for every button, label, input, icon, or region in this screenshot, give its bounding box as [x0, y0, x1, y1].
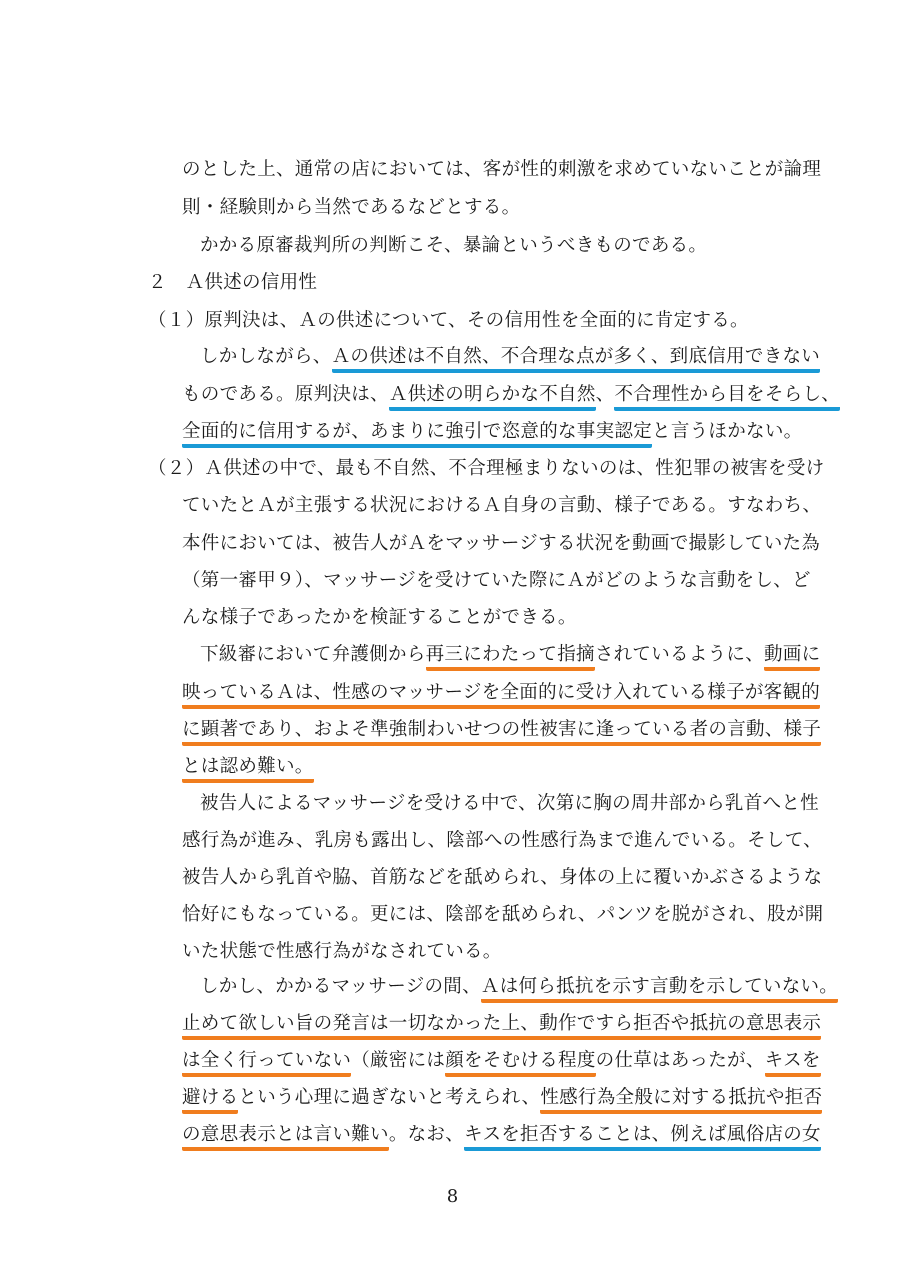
text-span: 。なお、 — [388, 1124, 465, 1145]
text-span: しかしながら、 — [200, 346, 332, 367]
text-span: 則・経験則から当然であるなどとする。 — [182, 197, 521, 218]
text-span: という心理に過ぎないと考えられ、 — [238, 1087, 541, 1108]
underlined-text-blue: キスを拒否することは、例えば風俗店の女 — [464, 1124, 821, 1151]
underlined-text-orange: 顔をそむける程度 — [445, 1050, 595, 1077]
underlined-text-orange: の意思表示とは言い難い — [182, 1124, 389, 1151]
text-line — [200, 792, 819, 816]
text-line — [182, 1049, 821, 1073]
text-span: （厳密には — [351, 1050, 446, 1071]
text-line — [182, 532, 820, 556]
text-span: 被告人から乳首や脇、首筋などを舐められ、身体の上に覆いかぶさるような — [182, 867, 823, 888]
text-span: 感行為が進み、乳房も露出し、陰部への性感行為まで進んでいる。そして、 — [182, 830, 822, 851]
underlined-text-orange: は全く行っていない — [182, 1050, 351, 1077]
page-number: 8 — [446, 1186, 459, 1207]
underlined-text-orange: 動画に — [764, 644, 820, 671]
text-span: ものである。原判決は、 — [182, 384, 389, 405]
text-span: 下級審において弁護側から — [200, 644, 426, 665]
text-span: （１）原判決は、Ａの供述について、その信用性を全面的に肯定する。 — [148, 310, 749, 331]
text-span: んな様子であったかを検証することができる。 — [182, 607, 577, 628]
text-span: と言うほかない。 — [652, 421, 803, 442]
underlined-text-orange: 再三にわたって指摘 — [426, 644, 595, 671]
text-line — [182, 903, 823, 927]
text-line — [182, 755, 314, 779]
text-line — [200, 234, 707, 258]
underlined-text-orange: とは認め難い。 — [182, 756, 314, 783]
text-span: の仕草はあったが、 — [595, 1050, 765, 1071]
text-line — [182, 1086, 822, 1110]
text-span: （第一審甲９）、マッサージを受けていた際にＡがどのような言動をし、ど — [182, 570, 811, 591]
text-span: 本件においては、被告人がＡをマッサージする状況を動画で撮影していた為 — [182, 533, 821, 554]
text-line — [200, 975, 838, 999]
text-span: 、 — [595, 384, 615, 405]
text-line — [200, 643, 820, 667]
text-line — [148, 457, 824, 481]
underlined-text-blue: 不合理性から目をそらし、 — [614, 384, 840, 411]
underlined-text-orange: 映っているＡは、性感のマッサージを全面的に受け入れている様子が客観的 — [182, 682, 820, 709]
underlined-text-blue: Ａの供述は不自然、不合理な点が多く、到底信用できない — [332, 346, 820, 373]
text-line — [182, 383, 840, 407]
text-line — [182, 1012, 821, 1036]
text-line — [182, 829, 822, 853]
underlined-text-orange: キスを — [765, 1050, 821, 1077]
text-line — [182, 866, 822, 890]
text-line — [182, 420, 802, 444]
text-line — [182, 494, 821, 518]
text-span: されているように、 — [594, 644, 765, 665]
underlined-text-blue: 全面的に信用するが、あまりに強引で恣意的な事実認定 — [182, 421, 652, 448]
text-line — [200, 345, 820, 369]
text-span: （２）Ａ供述の中で、最も不自然、不合理極まりないのは、性犯罪の被害を受け — [148, 458, 825, 479]
text-span: ２ Ａ供述の信用性 — [148, 272, 318, 293]
text-line — [182, 940, 502, 964]
section-heading — [148, 271, 317, 295]
text-span: 恰好にもなっている。更には、陰部を舐められ、パンツを脱がされ、股が開 — [182, 904, 824, 925]
text-span: しかし、かかるマッサージの間、 — [200, 976, 481, 997]
text-span: いた状態で性感行為がなされている。 — [182, 941, 502, 962]
text-span: ていたとＡが主張する状況におけるＡ自身の言動、様子である。すなわち、 — [182, 495, 822, 516]
underlined-text-orange: 性感行為全般に対する抵抗や拒否 — [540, 1087, 822, 1114]
text-span: 被告人によるマッサージを受ける中で、次第に胸の周井部から乳首へと性 — [200, 793, 819, 814]
text-line — [182, 681, 820, 705]
text-span: かかる原審裁判所の判断こそ、暴論というべきものである。 — [200, 235, 708, 256]
underlined-text-orange: Ａは何ら抵抗を示す言動を示していない。 — [481, 976, 838, 1003]
text-span: のとした上、通常の店においては、客が性的刺激を求めていないことが論理 — [182, 159, 822, 180]
text-line — [182, 606, 577, 630]
text-line — [182, 569, 811, 593]
text-line — [148, 309, 749, 333]
text-line — [182, 718, 821, 742]
underlined-text-orange: 止めて欲しい旨の発言は一切なかった上、動作ですら拒否や抵抗の意思表示 — [182, 1013, 821, 1040]
text-line — [182, 196, 520, 220]
underlined-text-blue: Ａ供述の明らかな不自然 — [389, 384, 596, 411]
underlined-text-orange: に顕著であり、およそ準強制わいせつの性被害に逢っている者の言動、様子 — [182, 719, 821, 746]
underlined-text-orange: 避ける — [182, 1087, 238, 1114]
text-line — [182, 158, 821, 182]
text-line — [182, 1123, 821, 1147]
